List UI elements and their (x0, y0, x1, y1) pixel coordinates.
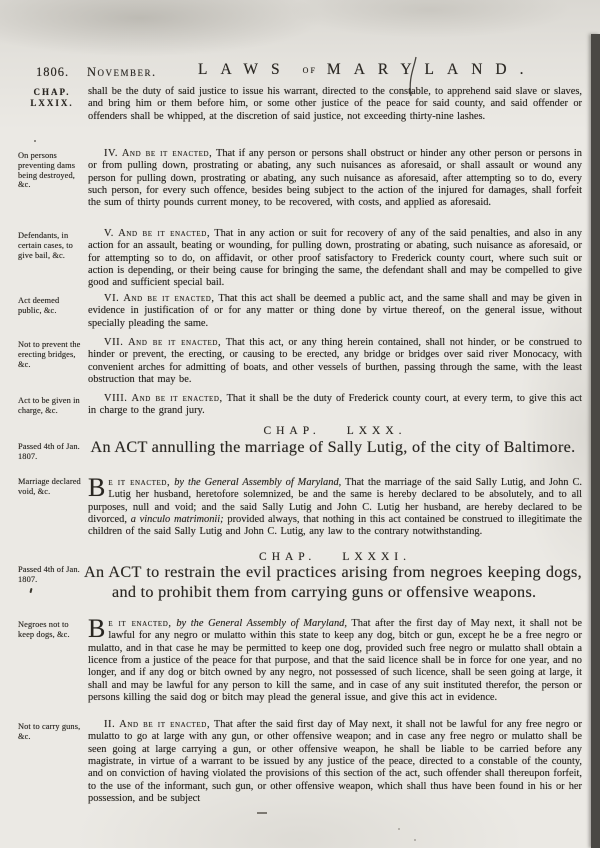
chap-80-body-2: provided always, that nothing in this act contained be construed to illegitimate the children of the said Sally Lutig and John C. Lutig, any law to the contrary notwithstanding. (88, 514, 582, 538)
section-iv-text: That if any person or persons shall obstruct or hinder any other person or persons in or from pulling down, prostrating or abating, any such nuisances as aforesaid, or shall assault or wound any person for pulling down, prostrating or abating, any such nuisance as aforesaid, after attempting so to do, every such person, for every such offence, besides being subject to the action of the injured for damages, shall forfeit the sum of thirty pounds current money, to be recovered, with costs, and applied as aforesaid. (88, 148, 582, 209)
section-vi-number: VI. (104, 293, 120, 304)
ink-dash (257, 812, 267, 814)
section-vi-text: That this act shall be deemed a public act, and the same shall and may be given in evidence in justification of or for any matter or thing done by virtue thereof, on the general issue, without specially pleading the same. (88, 293, 582, 329)
margin-note-carry-guns: Not to carry guns, &c. (18, 722, 81, 741)
ink-speck (398, 828, 400, 830)
section-ii-number: II. (104, 719, 116, 730)
section-iv-number: IV. (104, 148, 119, 159)
section-v-enacting-clause: And be it enacted, (118, 228, 211, 239)
section-viii-paragraph (88, 393, 582, 418)
chap-81-by-clause: by the General Assembly of Maryland, (176, 618, 347, 629)
margin-note-defendants: Defendants, in certain cases, to give bail, &c. (18, 231, 73, 260)
section-vi-enacting-clause: And be it enacted, (123, 293, 215, 304)
section-v-number: V. (104, 228, 114, 239)
chap-79-continuation-paragraph: shall be the duty of said justice to issue his warrant, directed to the constable, to apprehend said slave or slaves, and bring him or them before him, or some other justice of the peace for said county, and said offender or offenders shall be whipped, at the discretion of said justice, not exceeding thirty-nine lashes. (88, 86, 582, 122)
margin-note-grand-jury: Act to be given in charge, &c. (18, 396, 80, 415)
section-viii-text: That it shall be the duty of Frederick county court, at every term, to give this act in charge to the grand jury. (88, 393, 582, 417)
chap-80-heading-number: LXXX. (346, 425, 407, 437)
section-iv-enacting-clause: And be it enacted, (121, 148, 213, 159)
chap-80-by-clause: by the General Assembly of Maryland, (174, 477, 342, 488)
margin-note-keep-dogs: Negroes not to keep dogs, &c. (18, 620, 70, 639)
chap-80-heading (88, 425, 582, 437)
ink-mark (29, 588, 32, 593)
chap-81-act-title: An ACT to restrain the evil practices arising from negroes keeping dogs, and to prohibit them from carrying guns or offensive weapons. (84, 563, 582, 601)
section-vii-text: That this act, or any thing herein contained, shall not hinder, or be construed to hinder or prevent, the erecting, or causing to be erected, any bridge or bridges over said river Monocacy, with convenient arches for admitting of boats, and other vessels of burthen, passing through the same, with the least obstruction that may be. (88, 337, 582, 386)
header-title-of: of (302, 64, 317, 76)
margin-chap-79-label: CHAP. (33, 87, 71, 97)
chap-81-heading (88, 551, 582, 563)
chap-81-heading-number: LXXXI. (342, 551, 411, 563)
margin-chap-79-number: LXXIX. (30, 98, 74, 108)
chap-80-dropcap: B (88, 473, 106, 502)
chap-81-section-2-paragraph (88, 719, 582, 805)
chap-81-dropcap: B (88, 614, 106, 643)
header-year: 1806. (36, 65, 70, 79)
chap-81-opening: e it enacted, (108, 618, 172, 629)
ink-speck (414, 839, 416, 841)
chap-80-act-title: An ACT annulling the marriage of Sally Lutig, of the city of Baltimore. (90, 438, 576, 456)
section-vii-enacting-clause: And be it enacted, (128, 337, 222, 348)
section-viii-enacting-clause: And be it enacted, (131, 393, 223, 404)
section-vii-number: VII. (104, 337, 124, 348)
chap-80-enacting-paragraph (88, 473, 582, 539)
margin-note-bridges: Not to prevent the erecting bridges, &c. (18, 340, 81, 369)
section-ii-enacting-clause: And be it enacted, (119, 719, 211, 730)
margin-note-passed-81: Passed 4th of Jan. 1807. (18, 565, 80, 584)
header-title-laws: LAWS (198, 61, 293, 78)
chap-80-heading-label: CHAP. (263, 425, 321, 437)
section-vii-paragraph (88, 337, 582, 386)
chap-80-opening: e it enacted, (108, 477, 171, 488)
chap-80-body-1: That the marriage of the said Sally Lutig, and John C. Lutig her husband, heretofore solemnized, be and the same is hereby declared to be absolutely, and to all purposes, null and void; and the said Sally Lutig and John C. Lutig her husband, are hereby declared to be divorced, (88, 477, 582, 526)
chap-80-latin-phrase: a vinculo matrimonii; (130, 514, 224, 526)
section-v-text: That in any action or suit for recovery of any of the said penalties, and also in any action for an assault, beating or wounding, for pulling down, prostrating or abating, such nuisance as aforesaid, or for attempting so to do, on affidavit, or other proof satisfactory to Frederick county court, where such suit or action is depending, or their being cause for bringing the same, the defendant shall and may be compelled to give good and sufficient special bail. (88, 228, 582, 289)
section-viii-number: VIII. (104, 393, 128, 404)
margin-note-passed-80: Passed 4th of Jan. 1807. (18, 442, 80, 461)
scan-edge-strip (591, 34, 600, 848)
chap-81-section-1-text: That after the first day of May next, it shall not be lawful for any negro or mulatto within this state to keep any dog, bitch or gun, except he be a free negro or mulatto, and in that case he may be permitted to keep one dog, provided such free negro or mulatto shall obtain a licence from a justice of the peace for that purpose, and that the said licence shall be in force for one year, and no longer, and if any dog or bitch owned by any negro, not possessed of such licence, shall be seen going at large, it shall and may be lawful for any person to kill the same, and in case of any suit instituted therefor, the person or persons killing the said dog or bitch may plead the general issue, and give this act in evidence. (88, 618, 582, 704)
header-month: November. (87, 65, 157, 79)
ink-speck (34, 140, 36, 142)
margin-note-marriage-void: Marriage declared void, &c. (18, 477, 81, 496)
section-ii-text: That after the said first day of May next, it shall not be lawful for any free negro or mulatto to go at large with any gun, or other offensive weapon; and in case any free negro or mulatto shall be seen going at large carrying a gun, or other offensive weapon, he shall be liable to be carried before any magistrate, in virtue of a warrant to be issued by any justice of the peace, directed to a constable of the county, and on conviction of having violated the provisions of this section of the act, such offender shall thereupon forfeit, to the use of the informant, such gun, or other offensive weapon, which shall thus have been found in his or her possession, and be subject (88, 719, 583, 805)
header-title-maryland: MARYLAND. (326, 61, 537, 78)
margin-chap-79 (16, 87, 88, 109)
margin-note-public-act: Act deemed public, &c. (18, 296, 60, 315)
chap-81-section-1-paragraph (88, 614, 582, 704)
header-title (198, 61, 536, 79)
chap-81-heading-label: CHAP. (259, 551, 317, 563)
margin-note-dams: On persons preventing dams being destroyed, &c. (18, 151, 76, 190)
section-vi-paragraph (88, 293, 582, 330)
section-v-paragraph (88, 228, 582, 290)
section-iv-paragraph (88, 148, 582, 210)
